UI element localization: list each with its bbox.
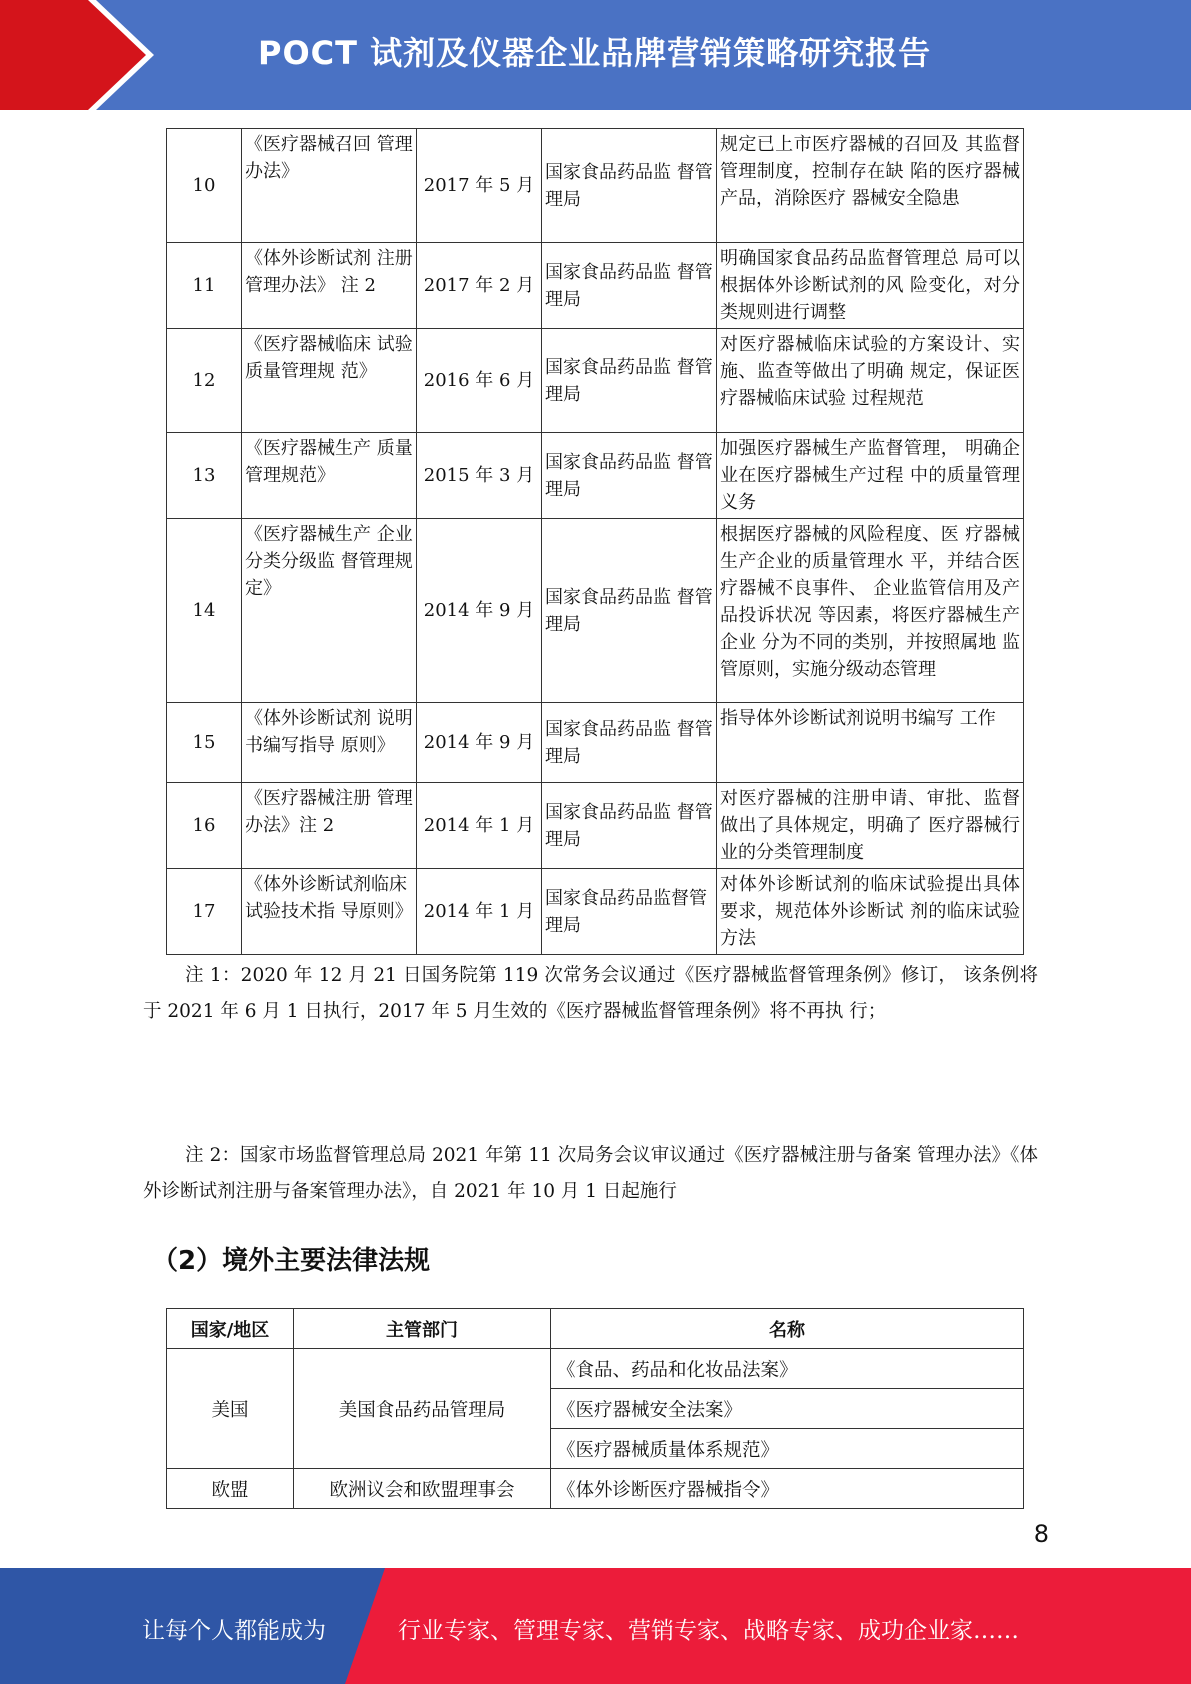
issue-date-cell: 2014 年 1 月: [417, 783, 542, 869]
row-number-cell: 17: [167, 869, 242, 955]
issuing-dept-cell: 国家食品药品监 督管理局: [542, 433, 717, 519]
regulation-name-cell: 《医疗器械生产 企业分类分级监 督管理规定》: [242, 519, 417, 703]
description-cell: 对体外诊断试剂的临床试验提出具体要求，规范体外诊断试 剂的临床试验方法: [717, 869, 1024, 955]
issue-date-cell: 2014 年 9 月: [417, 519, 542, 703]
report-title: POCT 试剂及仪器企业品牌营销策略研究报告: [258, 34, 932, 72]
regulation-name-cell: 《体外诊断试剂 注册管理办法》 注 2: [242, 243, 417, 329]
country-cell: 欧盟: [167, 1469, 294, 1509]
row-number-cell: 10: [167, 129, 242, 243]
description-cell: 明确国家食品药品监督管理总 局可以根据体外诊断试剂的风 险变化，对分类规则进行调整: [717, 243, 1024, 329]
issuing-dept-cell: 国家食品药品监 督管理局: [542, 329, 717, 433]
law-name-cell: 《医疗器械质量体系规范》: [551, 1429, 1024, 1469]
header-red-arrow-shape: [0, 0, 150, 110]
law-name-cell: 《食品、药品和化妆品法案》: [551, 1349, 1024, 1389]
domestic-regulations-table: [166, 128, 1024, 955]
table-row: [167, 519, 1024, 703]
issue-date-cell: 2016 年 6 月: [417, 329, 542, 433]
domestic-regulations-table-body: [167, 129, 1024, 955]
column-header-name: 名称: [551, 1309, 1024, 1349]
table-row: [167, 433, 1024, 519]
description-cell: 规定已上市医疗器械的召回及 其监督管理制度，控制存在缺 陷的医疗器械产品，消除医疗 器械安全隐患: [717, 129, 1024, 243]
law-name-cell: 《体外诊断医疗器械指令》: [551, 1469, 1024, 1509]
issue-date-cell: 2014 年 1 月: [417, 869, 542, 955]
table-row: [167, 869, 1024, 955]
description-cell: 加强医疗器械生产监督管理， 明确企业在医疗器械生产过程 中的质量管理义务: [717, 433, 1024, 519]
issuing-dept-cell: 国家食品药品监 督管理局: [542, 129, 717, 243]
issuing-dept-cell: 国家食品药品监督管理局: [542, 869, 717, 955]
table-row: [167, 703, 1024, 783]
foreign-regulations-table: [166, 1308, 1024, 1509]
table-row: [167, 1349, 1024, 1389]
law-name-cell: 《医疗器械安全法案》: [551, 1389, 1024, 1429]
table-row: [167, 783, 1024, 869]
issuing-dept-cell: 国家食品药品监 督管理局: [542, 243, 717, 329]
description-cell: 对医疗器械临床试验的方案设计、实施、监查等做出了明确 规定，保证医疗器械临床试验 过程规范: [717, 329, 1024, 433]
page-footer: [0, 1568, 1191, 1684]
issue-date-cell: 2015 年 3 月: [417, 433, 542, 519]
issue-date-cell: 2017 年 2 月: [417, 243, 542, 329]
issue-date-cell: 2014 年 9 月: [417, 703, 542, 783]
column-header-country: 国家/地区: [167, 1309, 294, 1349]
section-heading-foreign-laws: （2）境外主要法律法规: [152, 1246, 431, 1276]
table-row: [167, 1469, 1024, 1509]
row-number-cell: 15: [167, 703, 242, 783]
issuing-dept-cell: 国家食品药品监 督管理局: [542, 783, 717, 869]
regulation-name-cell: 《体外诊断试剂 说明书编写指导 原则》: [242, 703, 417, 783]
issuing-dept-cell: 国家食品药品监 督管理局: [542, 703, 717, 783]
footer-slogan-right: 行业专家、管理专家、营销专家、战略专家、成功企业家……: [398, 1618, 1019, 1644]
dept-cell: 欧洲议会和欧盟理事会: [294, 1469, 551, 1509]
description-cell: 指导体外诊断试剂说明书编写 工作: [717, 703, 1024, 783]
row-number-cell: 13: [167, 433, 242, 519]
dept-cell: 美国食品药品管理局: [294, 1349, 551, 1469]
note-1: 注 1：2020 年 12 月 21 日国务院第 119 次常务会议通过《医疗器械监督管理条例》修订， 该条例将于 2021 年 6 月 1 日执行，2017 年 5 月生效的《医疗器械监督管理条例》将不再执 行；: [143, 965, 1038, 1022]
table-row: [167, 329, 1024, 433]
issuing-dept-cell: 国家食品药品监 督管理局: [542, 519, 717, 703]
table-row: [167, 129, 1024, 243]
row-number-cell: 16: [167, 783, 242, 869]
page-header: [0, 0, 1191, 110]
page-number: 8: [1033, 1520, 1049, 1548]
regulation-name-cell: 《医疗器械生产 质量管理规范》: [242, 433, 417, 519]
description-cell: 根据医疗器械的风险程度、医 疗器械生产企业的质量管理水 平，并结合医疗器械不良事件、 企业监管信用及产品投诉状况 等因素，将医疗器械生产企业 分为不同的类别，并按照属地 监管原则，实施分级动态管理: [717, 519, 1024, 703]
regulation-name-cell: 《医疗器械注册 管理办法》注 2: [242, 783, 417, 869]
regulation-name-cell: 《医疗器械召回 管理办法》: [242, 129, 417, 243]
row-number-cell: 12: [167, 329, 242, 433]
issue-date-cell: 2017 年 5 月: [417, 129, 542, 243]
description-cell: 对医疗器械的注册申请、审批、监督做出了具体规定，明确了 医疗器械行业的分类管理制度: [717, 783, 1024, 869]
column-header-dept: 主管部门: [294, 1309, 551, 1349]
row-number-cell: 11: [167, 243, 242, 329]
table-header-row: [167, 1309, 1024, 1349]
note-2: 注 2：国家市场监督管理总局 2021 年第 11 次局务会议审议通过《医疗器械注册与备案 管理办法》《体外诊断试剂注册与备案管理办法》，自 2021 年 10 月 1 日起施行: [143, 1145, 1038, 1202]
regulation-name-cell: 《医疗器械临床 试验质量管理规 范》: [242, 329, 417, 433]
country-cell: 美国: [167, 1349, 294, 1469]
row-number-cell: 14: [167, 519, 242, 703]
regulation-name-cell: 《体外诊断试剂临床试验技术指 导原则》: [242, 869, 417, 955]
table-row: [167, 243, 1024, 329]
footer-slogan-left: 让每个人都能成为: [142, 1618, 326, 1644]
